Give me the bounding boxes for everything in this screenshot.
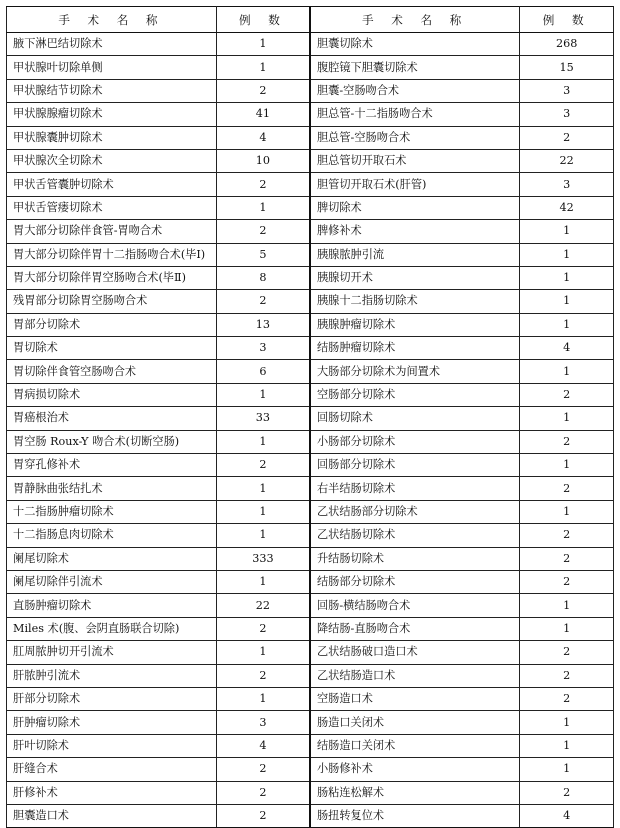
surgery-name-cell: 小肠修补术 — [310, 758, 520, 781]
table-row — [7, 79, 614, 102]
surgery-name-cell: 肝缝合术 — [7, 758, 217, 781]
surgery-name-cell: 胆总管-十二指肠吻合术 — [310, 103, 520, 126]
case-count-cell: 1 — [216, 570, 310, 593]
case-count-cell: 1 — [216, 524, 310, 547]
case-count-cell: 2 — [520, 687, 614, 710]
surgery-name-cell: 胃大部分切除伴食管-胃吻合术 — [7, 220, 217, 243]
case-count-cell: 2 — [520, 781, 614, 804]
surgery-name-cell: 胃大部分切除伴胃十二指肠吻合术(毕Ⅰ) — [7, 243, 217, 266]
table-row — [7, 594, 614, 617]
surgery-name-cell: 甲状腺次全切除术 — [7, 149, 217, 172]
case-count-cell: 4 — [520, 337, 614, 360]
case-count-cell: 1 — [216, 500, 310, 523]
table-row — [7, 477, 614, 500]
case-count-cell: 2 — [520, 641, 614, 664]
case-count-cell: 41 — [216, 103, 310, 126]
surgery-name-cell: 腹腔镜下胆囊切除术 — [310, 56, 520, 79]
case-count-cell: 15 — [520, 56, 614, 79]
case-count-cell: 3 — [216, 337, 310, 360]
header-surgery-name-right: 手 术 名 称 — [310, 7, 520, 33]
surgery-name-cell: 肠粘连松解术 — [310, 781, 520, 804]
surgery-name-cell: 胃部分切除术 — [7, 313, 217, 336]
surgery-name-cell: 胰腺脓肿引流 — [310, 243, 520, 266]
table-row — [7, 33, 614, 56]
case-count-cell: 1 — [216, 33, 310, 56]
table-row — [7, 103, 614, 126]
case-count-cell: 3 — [520, 79, 614, 102]
surgery-name-cell: 十二指肠息肉切除术 — [7, 524, 217, 547]
table-row — [7, 196, 614, 219]
case-count-cell: 10 — [216, 149, 310, 172]
case-count-cell: 2 — [520, 383, 614, 406]
case-count-cell: 333 — [216, 547, 310, 570]
header-case-count-left: 例 数 — [216, 7, 310, 33]
case-count-cell: 33 — [216, 407, 310, 430]
case-count-cell: 4 — [216, 126, 310, 149]
case-count-cell: 2 — [216, 79, 310, 102]
case-count-cell: 5 — [216, 243, 310, 266]
surgery-name-cell: 甲状腺叶切除单侧 — [7, 56, 217, 79]
surgery-name-cell: 回肠切除术 — [310, 407, 520, 430]
case-count-cell: 6 — [216, 360, 310, 383]
case-count-cell: 2 — [520, 664, 614, 687]
surgery-name-cell: 胰腺切开术 — [310, 266, 520, 289]
table-row — [7, 734, 614, 757]
surgery-name-cell: 胃穿孔修补术 — [7, 454, 217, 477]
table-row — [7, 149, 614, 172]
case-count-cell: 2 — [216, 758, 310, 781]
surgery-name-cell: 甲状腺结节切除术 — [7, 79, 217, 102]
surgery-name-cell: 胆总管切开取石术 — [310, 149, 520, 172]
surgery-name-cell: 胃切除术 — [7, 337, 217, 360]
surgery-name-cell: 结肠造口关闭术 — [310, 734, 520, 757]
case-count-cell: 3 — [520, 103, 614, 126]
case-count-cell: 2 — [520, 524, 614, 547]
surgery-name-cell: 空肠造口术 — [310, 687, 520, 710]
surgery-name-cell: 乙状结肠切除术 — [310, 524, 520, 547]
surgery-name-cell: 阑尾切除伴引流术 — [7, 570, 217, 593]
table-body — [7, 33, 614, 828]
surgery-name-cell: 乙状结肠部分切除术 — [310, 500, 520, 523]
surgery-name-cell: 肠扭转复位术 — [310, 804, 520, 827]
table-row — [7, 454, 614, 477]
table-row — [7, 524, 614, 547]
surgery-name-cell: 结肠部分切除术 — [310, 570, 520, 593]
surgery-name-cell: 胃癌根治术 — [7, 407, 217, 430]
surgery-name-cell: 阑尾切除术 — [7, 547, 217, 570]
case-count-cell: 2 — [216, 454, 310, 477]
table-row — [7, 126, 614, 149]
case-count-cell: 2 — [520, 126, 614, 149]
surgery-name-cell: 乙状结肠破口造口术 — [310, 641, 520, 664]
case-count-cell: 1 — [216, 196, 310, 219]
case-count-cell: 268 — [520, 33, 614, 56]
table-row — [7, 570, 614, 593]
surgery-name-cell: 直肠肿瘤切除术 — [7, 594, 217, 617]
surgery-name-cell: 大肠部分切除术为间置术 — [310, 360, 520, 383]
case-count-cell: 22 — [216, 594, 310, 617]
case-count-cell: 1 — [520, 617, 614, 640]
case-count-cell: 13 — [216, 313, 310, 336]
case-count-cell: 1 — [520, 734, 614, 757]
table-row — [7, 781, 614, 804]
table-row — [7, 711, 614, 734]
table-row — [7, 547, 614, 570]
surgery-name-cell: 胰腺肿瘤切除术 — [310, 313, 520, 336]
surgery-name-cell: 胃大部分切除伴胃空肠吻合术(毕Ⅱ) — [7, 266, 217, 289]
table-row — [7, 641, 614, 664]
case-count-cell: 4 — [520, 804, 614, 827]
surgery-name-cell: 回肠-横结肠吻合术 — [310, 594, 520, 617]
surgery-name-cell: 肠造口关闭术 — [310, 711, 520, 734]
case-count-cell: 2 — [520, 477, 614, 500]
case-count-cell: 1 — [216, 383, 310, 406]
surgery-name-cell: 胃病损切除术 — [7, 383, 217, 406]
case-count-cell: 2 — [216, 617, 310, 640]
case-count-cell: 2 — [216, 781, 310, 804]
case-count-cell: 1 — [520, 266, 614, 289]
surgery-name-cell: 肛周脓肿切开引流术 — [7, 641, 217, 664]
surgery-name-cell: 脾修补术 — [310, 220, 520, 243]
case-count-cell: 2 — [520, 547, 614, 570]
surgery-name-cell: 胆总管-空肠吻合术 — [310, 126, 520, 149]
case-count-cell: 2 — [520, 570, 614, 593]
case-count-cell: 2 — [216, 290, 310, 313]
table-row — [7, 313, 614, 336]
case-count-cell: 42 — [520, 196, 614, 219]
case-count-cell: 2 — [216, 804, 310, 827]
table-row — [7, 173, 614, 196]
surgery-name-cell: 十二指肠肿瘤切除术 — [7, 500, 217, 523]
table-row — [7, 430, 614, 453]
surgery-count-table — [6, 6, 614, 828]
header-case-count-right: 例 数 — [520, 7, 614, 33]
case-count-cell: 1 — [520, 220, 614, 243]
case-count-cell: 1 — [216, 687, 310, 710]
case-count-cell: 1 — [520, 500, 614, 523]
case-count-cell: 2 — [216, 173, 310, 196]
case-count-cell: 2 — [520, 430, 614, 453]
surgery-name-cell: 结肠肿瘤切除术 — [310, 337, 520, 360]
case-count-cell: 1 — [520, 243, 614, 266]
table-row — [7, 687, 614, 710]
surgery-name-cell: 胃空肠 Roux-Y 吻合术(切断空肠) — [7, 430, 217, 453]
case-count-cell: 1 — [520, 360, 614, 383]
case-count-cell: 1 — [216, 430, 310, 453]
surgery-name-cell: 降结肠-直肠吻合术 — [310, 617, 520, 640]
case-count-cell: 1 — [520, 758, 614, 781]
surgery-name-cell: 胰腺十二指肠切除术 — [310, 290, 520, 313]
case-count-cell: 1 — [216, 477, 310, 500]
case-count-cell: 1 — [216, 641, 310, 664]
surgery-name-cell: 空肠部分切除术 — [310, 383, 520, 406]
header-surgery-name-left: 手 术 名 称 — [7, 7, 217, 33]
surgery-name-cell: 肝肿瘤切除术 — [7, 711, 217, 734]
table-row — [7, 337, 614, 360]
surgery-name-cell: 甲状舌管囊肿切除术 — [7, 173, 217, 196]
surgery-name-cell: 小肠部分切除术 — [310, 430, 520, 453]
surgery-name-cell: 残胃部分切除胃空肠吻合术 — [7, 290, 217, 313]
surgery-name-cell: 胆囊-空肠吻合术 — [310, 79, 520, 102]
surgery-name-cell: 升结肠切除术 — [310, 547, 520, 570]
case-count-cell: 22 — [520, 149, 614, 172]
surgery-name-cell: 胆囊切除术 — [310, 33, 520, 56]
surgery-name-cell: 肝叶切除术 — [7, 734, 217, 757]
table-row — [7, 758, 614, 781]
surgery-name-cell: 胆囊造口术 — [7, 804, 217, 827]
surgery-name-cell: 胃静脉曲张结扎术 — [7, 477, 217, 500]
table-row — [7, 617, 614, 640]
surgery-name-cell: 肝部分切除术 — [7, 687, 217, 710]
case-count-cell: 8 — [216, 266, 310, 289]
case-count-cell: 3 — [216, 711, 310, 734]
surgery-name-cell: Miles 术(腹、会阴直肠联合切除) — [7, 617, 217, 640]
table-row — [7, 383, 614, 406]
surgery-name-cell: 肝修补术 — [7, 781, 217, 804]
surgery-name-cell: 甲状腺腺瘤切除术 — [7, 103, 217, 126]
table-row — [7, 804, 614, 827]
case-count-cell: 1 — [216, 56, 310, 79]
table-header-row — [7, 7, 614, 33]
table-row — [7, 243, 614, 266]
case-count-cell: 1 — [520, 711, 614, 734]
surgery-name-cell: 胃切除伴食管空肠吻合术 — [7, 360, 217, 383]
surgery-name-cell: 回肠部分切除术 — [310, 454, 520, 477]
case-count-cell: 2 — [216, 220, 310, 243]
case-count-cell: 4 — [216, 734, 310, 757]
surgery-name-cell: 脾切除术 — [310, 196, 520, 219]
case-count-cell: 1 — [520, 594, 614, 617]
case-count-cell: 1 — [520, 454, 614, 477]
table-row — [7, 220, 614, 243]
table-row — [7, 407, 614, 430]
table-row — [7, 266, 614, 289]
case-count-cell: 3 — [520, 173, 614, 196]
surgery-name-cell: 右半结肠切除术 — [310, 477, 520, 500]
surgery-name-cell: 腋下淋巴结切除术 — [7, 33, 217, 56]
table-row — [7, 56, 614, 79]
case-count-cell: 1 — [520, 407, 614, 430]
case-count-cell: 2 — [216, 664, 310, 687]
surgery-name-cell: 甲状舌管瘘切除术 — [7, 196, 217, 219]
case-count-cell: 1 — [520, 313, 614, 336]
surgery-name-cell: 甲状腺囊肿切除术 — [7, 126, 217, 149]
table-row — [7, 360, 614, 383]
surgery-name-cell: 胆管切开取石术(肝管) — [310, 173, 520, 196]
surgery-name-cell: 肝脓肿引流术 — [7, 664, 217, 687]
case-count-cell: 1 — [520, 290, 614, 313]
table-row — [7, 290, 614, 313]
table-row — [7, 664, 614, 687]
surgery-name-cell: 乙状结肠造口术 — [310, 664, 520, 687]
table-row — [7, 500, 614, 523]
